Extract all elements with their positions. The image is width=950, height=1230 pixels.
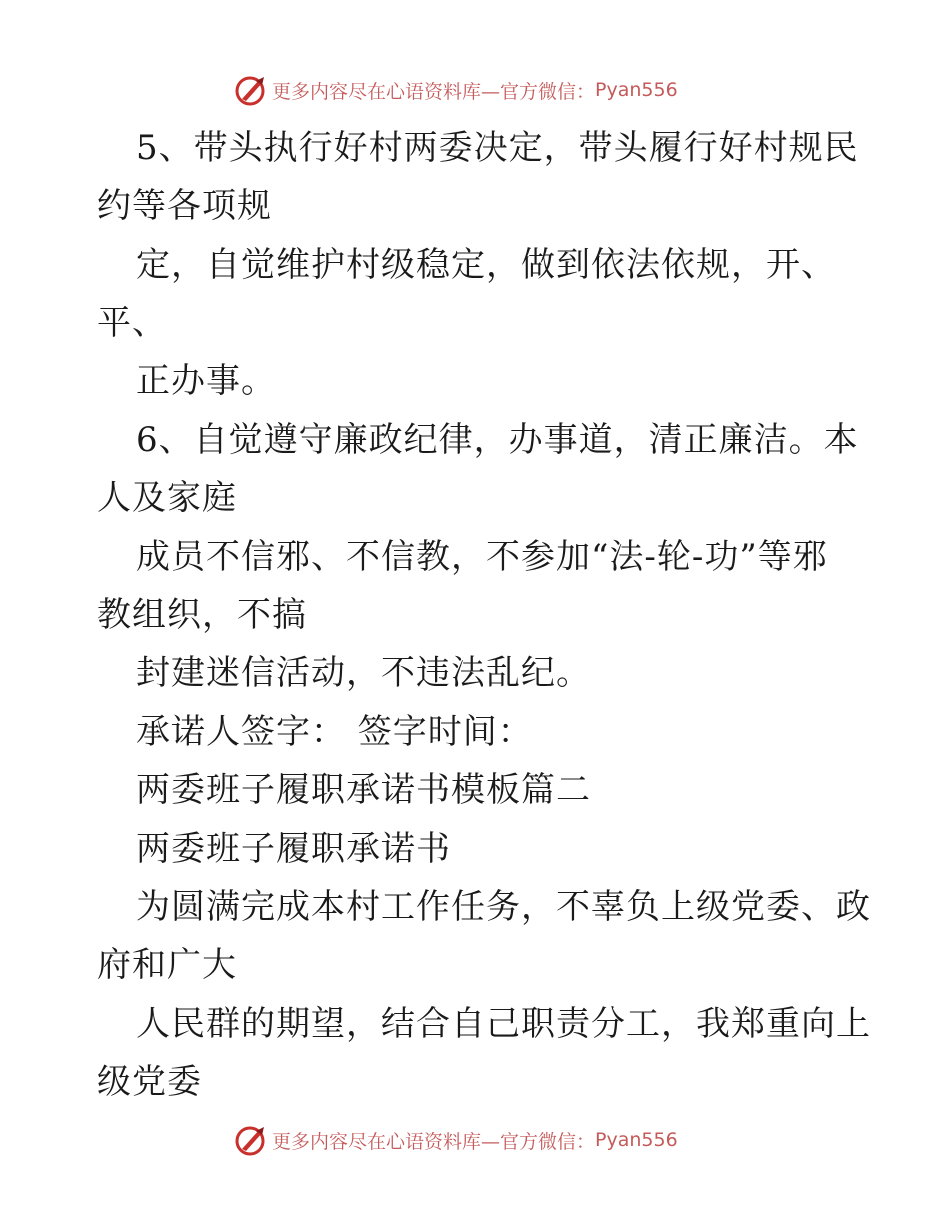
text-line: 人民群的期望，结合自己职责分工，我郑重向上 — [136, 1004, 871, 1044]
text-line: 教组织，不搞 — [97, 595, 307, 635]
watermark-text: 更多内容尽在心语资料库—官方微信： — [272, 1130, 596, 1153]
watermark-wechat-id: Pyan556 — [595, 79, 678, 101]
text-line: 平、 — [97, 303, 167, 343]
quill-pen-circle-icon — [234, 1123, 268, 1157]
watermark-text: 更多内容尽在心语资料库—官方微信： — [272, 80, 596, 103]
text-line: 府和广大 — [97, 945, 237, 985]
text-line: 级党委 — [97, 1062, 202, 1102]
watermark-banner-top — [234, 72, 678, 108]
text-line: 5、带头执行好村两委决定，带头履行好村规民 — [136, 128, 859, 168]
text-line: 定，自觉维护村级稳定，做到依法依规，开、 — [136, 245, 836, 285]
text-line: 正办事。 — [136, 361, 276, 401]
text-line: 为圆满完成本村工作任务，不辜负上级党委、政 — [136, 887, 871, 927]
text-line: 6、自觉遵守廉政纪律，办事道，清正廉洁。本 — [136, 420, 859, 460]
watermark-wechat-id: Pyan556 — [595, 1129, 678, 1151]
document-title: 两委班子履职承诺书 — [136, 829, 451, 869]
signature-line: 承诺人签字： 签字时间： — [136, 712, 533, 752]
text-line: 人及家庭 — [97, 478, 237, 518]
section-title: 两委班子履职承诺书模板篇二 — [136, 770, 591, 810]
watermark-banner-bottom — [234, 1122, 678, 1158]
text-line: 成员不信邪、不信教，不参加“法-轮-功”等邪 — [136, 537, 828, 577]
text-line: 封建迷信活动，不违法乱纪。 — [136, 653, 591, 693]
text-line: 约等各项规 — [97, 186, 272, 226]
quill-pen-circle-icon — [234, 73, 268, 107]
